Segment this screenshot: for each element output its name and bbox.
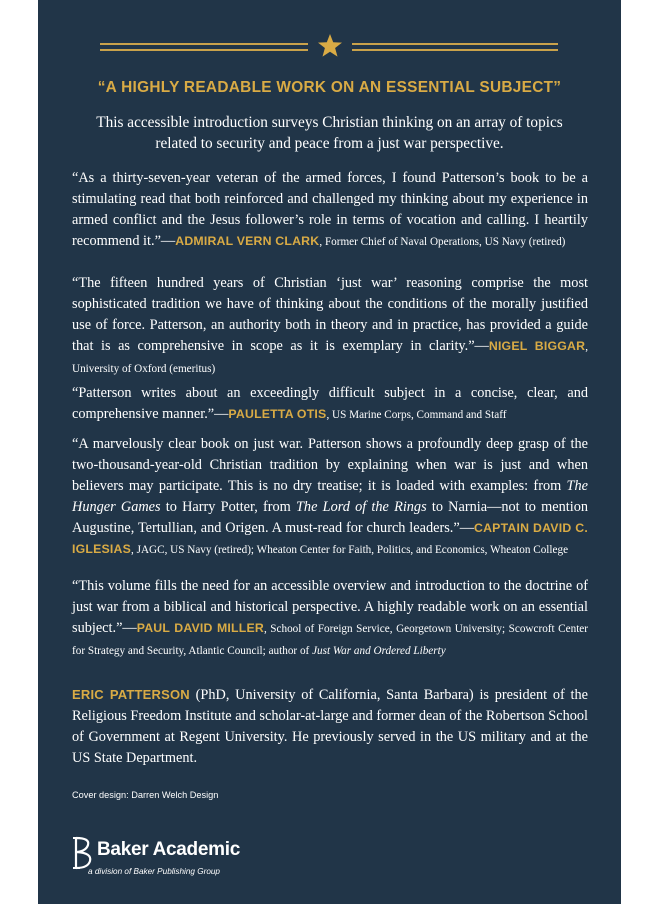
- endorser-affiliation: , Former Chief of Naval Operations, US Navy (retired): [319, 236, 566, 248]
- endorser-name: CAPTAIN DAVID C. IGLESIAS: [72, 521, 588, 556]
- cover-credit: Cover design: Darren Welch Design: [72, 790, 219, 800]
- baker-b-icon: [72, 836, 94, 870]
- intro-text: This accessible introduction surveys Christian thinking on an array of topics related to security and peace from a just war perspective.: [96, 114, 563, 152]
- book-title: The Lord of the Rings: [295, 499, 427, 515]
- endorsement-biggar: [72, 273, 588, 380]
- endorsement-text: “This volume fills the need for an accessible overview and introduction to the doctrine of just war from a biblical and historical perspective. A highly readable work on an essential subject.”—: [72, 578, 588, 636]
- back-cover: [38, 0, 621, 904]
- book-title: Just War and Ordered Liberty: [312, 645, 446, 657]
- endorser-affiliation: , University of Oxford (emeritus): [72, 341, 588, 375]
- endorser-name: PAUL DAVID MILLER: [136, 621, 264, 635]
- endorsement-text: “The fifteen hundred years of Christian ‘just war’ reasoning comprise the most sophisticated tradition we have of thinking about the conditions of the morally justified use of force. Patterson, an authority both in theory and in practice, has provided a guide that is as comprehensive in scope as it is exemplary in clarity.”—: [72, 275, 588, 354]
- headline: “A HIGHLY READABLE WORK ON AN ESSENTIAL SUBJECT”: [97, 79, 562, 96]
- endorsement-text: to Harry Potter, from: [160, 499, 296, 515]
- endorsement-iglesias: [72, 434, 588, 561]
- endorser-name: NIGEL BIGGAR: [488, 339, 586, 353]
- endorsement-miller: [72, 576, 588, 662]
- author-name: ERIC PATTERSON: [72, 687, 190, 702]
- endorser-affiliation: , JAGC, US Navy (retired); Wheaton Center for Faith, Politics, and Economics, Wheaton College: [131, 544, 569, 556]
- book-title: The Hunger Games: [72, 478, 588, 515]
- endorsement-text: to Narnia—not to mention Augustine, Tertullian, and Origen. A must-read for church leaders.”—: [72, 499, 589, 536]
- endorser-affiliation: , School of Foreign Service, Georgetown University; Scowcroft Center for Strategy and Security, Atlantic Council; author of: [72, 623, 588, 657]
- endorser-name: ADMIRAL VERN CLARK: [175, 234, 320, 248]
- endorser-affiliation: , US Marine Corps, Command and Staff: [326, 409, 507, 421]
- author-bio: [72, 684, 588, 769]
- endorsement-text: “A marvelously clear book on just war. Patterson shows a profoundly deep grasp of the two-thousand-year-old Christian tradition by explaining when war is just and when believers may participate. This is no dry treatise; it is loaded with examples: from: [72, 436, 588, 494]
- publisher-subtitle: a division of Baker Publishing Group: [88, 867, 220, 876]
- publisher-logo: [72, 836, 272, 881]
- endorsement-otis: [72, 383, 588, 426]
- star-ornament: [100, 33, 558, 61]
- endorsement-text: “As a thirty-seven-year veteran of the armed forces, I found Patterson’s book to be a stimulating read that both reinforced and challenged my thinking about my experience in armed conflict and the Jesus follower’s role in terms of vocation and calling. I heartily recommend it.”—: [72, 170, 588, 249]
- endorsement-text: “Patterson writes about an exceedingly difficult subject in a concise, clear, and comprehensive manner.”—: [72, 385, 588, 422]
- publisher-name: Baker Academic: [97, 839, 240, 860]
- star-icon: [317, 33, 343, 59]
- author-bio-text: (PhD, University of California, Santa Barbara) is president of the Religious Freedom Institute and scholar-at-large and former dean of the Robertson School of Government at Regent University. He previously served in the US military and at the US State Department.: [72, 687, 588, 766]
- endorsement-clark: [72, 168, 588, 253]
- endorser-name: PAULETTA OTIS: [228, 407, 327, 421]
